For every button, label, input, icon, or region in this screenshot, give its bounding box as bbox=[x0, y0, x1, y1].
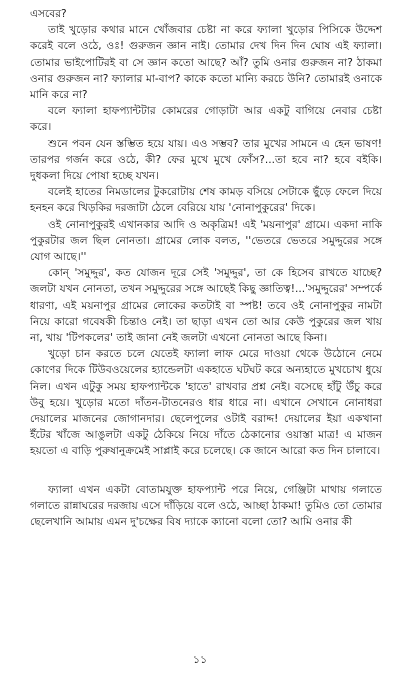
paragraph-5: ওই নোনাপুকুরই এখানকার আদি ও অকৃত্রিম! এই 'ময়নাপুর' গ্রামে। একদা নাকি পুকুরটার জল ছিল নোনতা। গ্রামের লোক বলত, ''ভেতরে ভেতরে সমুদ্দুরের সঙ্গে যোগ আছে।'' bbox=[30, 218, 382, 264]
paragraph-6: কোন্ 'সমুদ্দুর', কত যোজন দূরে সেই 'সমুদ্দুর', তা কে হিসেব রাখতে যাচ্ছে? জলটা যখন নোনতা, তখন সমুদ্দুরের সঙ্গে আছেই কিছু জ্ঞাতিত্ব!...'সমুদ্দুরের' সম্পর্কে ধারণা, এই ময়নাপুর গ্রামের লোকের কতটাই বা স্পষ্ট! তবে ওই নোনাপুকুর নামটা নিয়ে কারো গবেষকী চিন্তাও নেই। তা ছাড়া এখন তো আর কেউ পুকুরের জল খায় না, খায় 'টিপকলের' তাই জানা নেই জলটা এখনো নোনতা আছে কিনা। bbox=[30, 267, 382, 345]
paragraph-0: এসবের? bbox=[30, 8, 67, 20]
paragraph-2: বলে ফ্যালা হাফপ্যান্টটার কোমরের গোড়াটা আর একটু বাগিয়ে নেবার চেষ্টা করে। bbox=[30, 105, 382, 134]
paragraph-8: ফ্যালা এখন একটা বোতামযুক্ত হাফপ্যান্ট পরে নিয়ে, গেঞ্জিটা মাথায় গলাতে গলাতে রান্নাঘরের দরজায় এসে দাঁড়িয়ে বলে ওঠে, আচ্ছা ঠাকমা! তুমিও তো তোমার ছেলেখানি আমায় এমন দু'চক্ষের বিষ দ্যাকে ক্যানো বলো তো? আমি ওনার কী bbox=[30, 483, 382, 529]
page-number: ১১ bbox=[192, 653, 208, 666]
paragraph-4: বলেই হাতের নিমডালের টুকরোটায় শেষ কামড় বসিয়ে সেটাকে ছুঁড়ে ফেলে দিয়ে হনহন করে খিড়কির দরজাটা ঠেলে বেরিয়ে যায় 'নোনাপুকুরের' দিকে। bbox=[30, 186, 382, 215]
paragraph-1: তাই খুড়োর কথার মানে খোঁজবার চেষ্টা না করে ফ্যালা খুড়োর পিসিকে উদ্দেশ করেই বলে ওঠে, ওঃ! গুরুজন জ্ঞান নাই। তোমার দেখ দিন দিন ঘোষ এই ফ্যালা। তোমার ভাইপোটিরই বা সে জ্ঞান কতো আছে? আঁ? তুমি ওনার গুরুজন না? ঠাকমা ওনার গুরুজন না? ফ্যালার মা-বাপ? কাকে কতো মান্যি করচে উনি? তোমারই ওনাকে মানি করে না? bbox=[30, 24, 382, 102]
paragraph-7: খুড়ো চান করতে চলে যেতেই ফ্যালা লাফ মেরে দাওয়া থেকে উঠোনে নেমে কোণের দিকে টিউবওয়েলের হ্যান্ডেলটা একহাতে ঘটঘট করে অন্যহাতে মুখচোখ ধুয়ে নিল। এখন এটুকু সময় হাফপ্যান্টকে 'হাতে' রাখবার প্রশ্ন নেই। বসেছে হাঁটু উঁচু করে উবু হয়ে। খুড়োর মতো দাঁতন-টাতনেরও ধার ধারে না। এখানে সেখানে নোনাধরা দেয়ালের মাজনের জোগানদার। ছেলেপুলের ওটাই বরাদ্দ! দেয়ালের ইয়া একখানা ইঁটের খাঁজে আঙুলটা একটু ঠেকিয়ে নিয়ে দাঁতে ঠেকানোর ওয়াস্তা মাত্র! এ মাজন হয়তো এ বাড়ি পুরুষানুক্রমেই সাপ্লাই করে চলেছে। কে জানে আরো কত দিন চালাবে। bbox=[30, 348, 382, 458]
paragraph-3: শুনে পবন যেন স্তম্ভিত হয়ে যায়। এও সম্ভব? তার মুখের সামনে এ হেন ভাষণ! তারপর গর্জন করে ওঠে, কী? ফের মুখে মুখে ফোঁস?...তা হবে না? হবে বইকি। দুধকলা দিয়ে পোষা হচ্ছে যখন। bbox=[30, 137, 382, 183]
section-gap bbox=[30, 460, 382, 482]
